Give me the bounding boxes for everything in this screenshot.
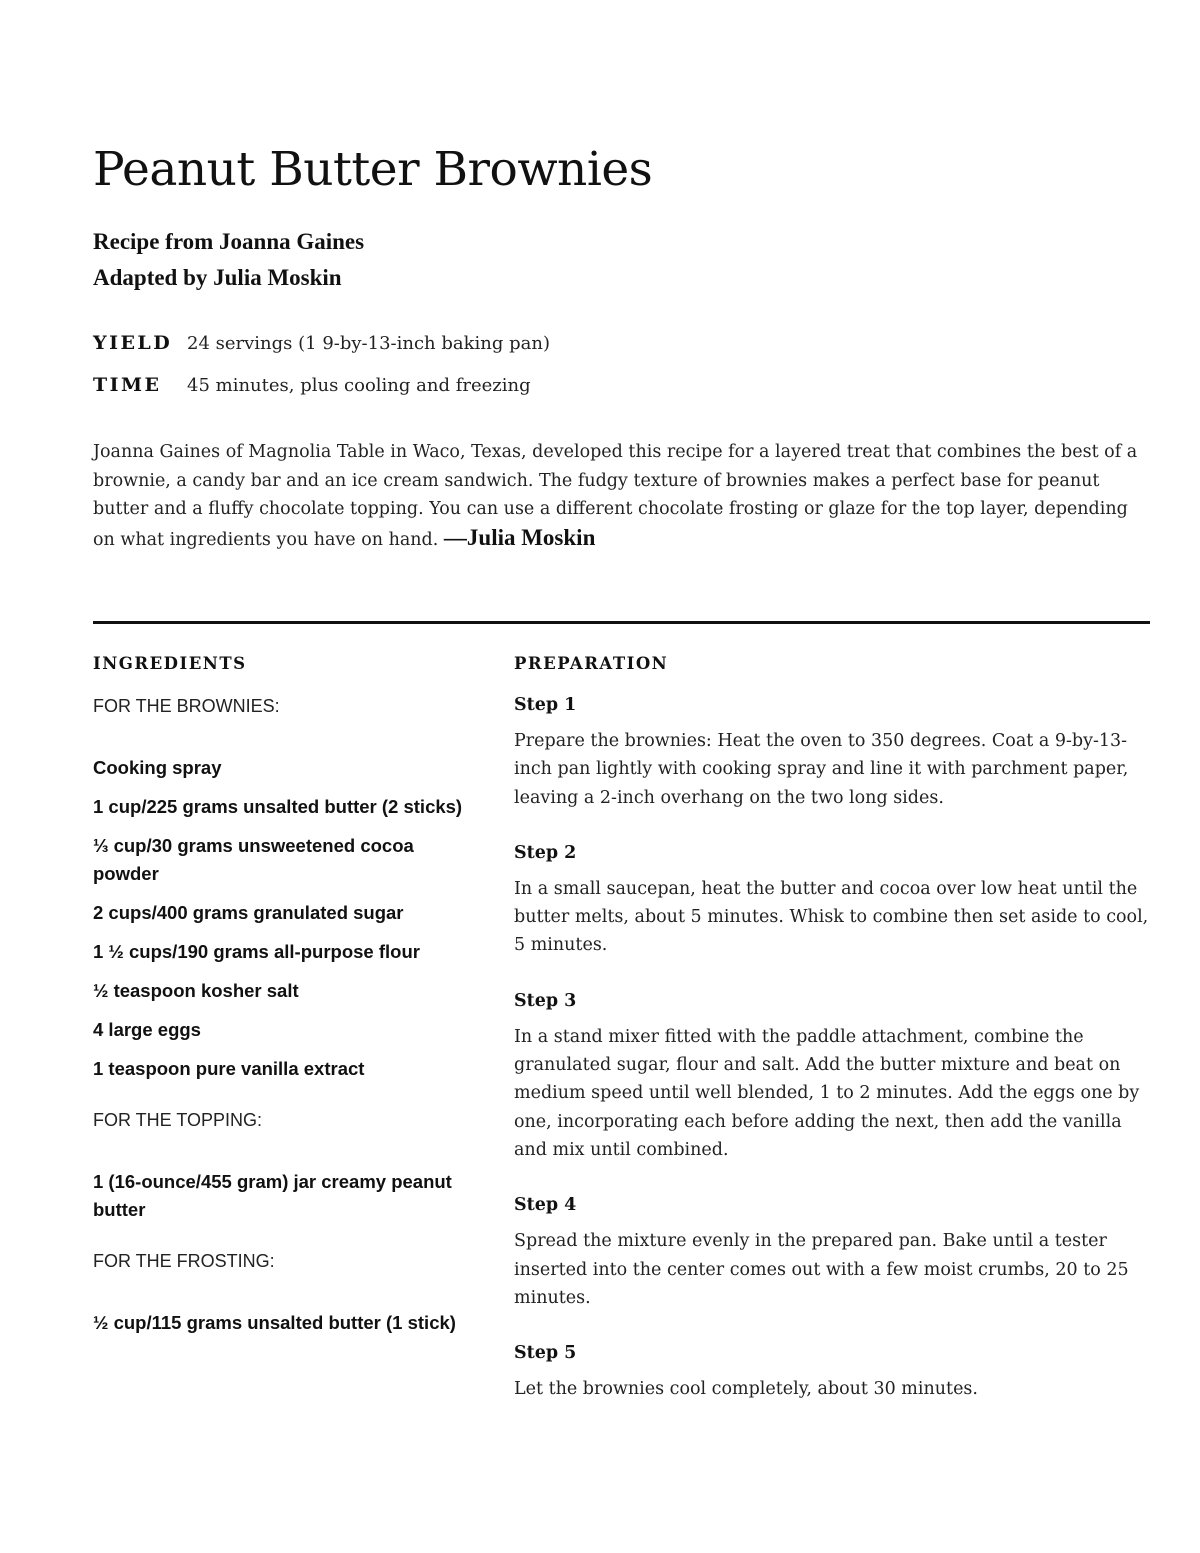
yield-value: 24 servings (1 9-by-13-inch baking pan) xyxy=(187,333,550,354)
yield-label: YIELD xyxy=(93,332,173,354)
recipe-page xyxy=(93,0,1150,1553)
ingredient-group-frosting xyxy=(93,1251,463,1337)
preparation-column xyxy=(514,654,1150,1403)
step-label: Step 5 xyxy=(514,1343,577,1364)
step-text: In a stand mixer fitted with the paddle attachment, combine the granulated sugar, flour and salt. Add the butter mixture and beat on medium speed until well blended, 1 to 2 minutes. Add the eggs one by one, incorporating each before adding the next, then add the vanilla and mix until combined. xyxy=(514,1026,1140,1160)
prep-step xyxy=(514,843,1150,960)
ingredient-item: 1 ½ cups/190 grams all-purpose flour xyxy=(93,941,420,962)
prep-step xyxy=(514,1195,1150,1312)
step-label: Step 3 xyxy=(514,990,577,1011)
step-label: Step 4 xyxy=(514,1195,577,1216)
intro-author: —Julia Moskin xyxy=(443,524,596,550)
ingredient-group-title: FOR THE TOPPING: xyxy=(93,1110,263,1130)
ingredient-item: Cooking spray xyxy=(93,757,222,778)
ingredient-list xyxy=(93,1168,463,1224)
prep-step xyxy=(514,991,1150,1164)
step-text: Let the brownies cool completely, about 30 minutes. xyxy=(514,1379,978,1400)
ingredient-item: 1 (16-ounce/455 gram) jar creamy peanut butter xyxy=(93,1171,452,1220)
step-text: Prepare the brownies: Heat the oven to 350 degrees. Coat a 9-by-13-inch pan lightly with cooking spray and line it with parchment paper, leaving a 2-inch overhang on the two long sides. xyxy=(514,731,1129,808)
ingredient-item: 2 cups/400 grams granulated sugar xyxy=(93,902,404,923)
ingredient-group-brownies xyxy=(93,696,463,1083)
section-divider xyxy=(93,621,1150,624)
ingredient-group-topping xyxy=(93,1110,463,1224)
preparation-heading: PREPARATION xyxy=(514,654,669,673)
time-row xyxy=(93,374,531,396)
ingredient-item: ⅓ cup/30 grams unsweetened cocoa powder xyxy=(93,835,414,884)
yield-row xyxy=(93,332,550,354)
ingredients-column xyxy=(93,654,463,1348)
recipe-source-byline: Recipe from Joanna Gaines xyxy=(93,229,365,254)
time-value: 45 minutes, plus cooling and freezing xyxy=(187,375,531,396)
step-text: In a small saucepan, heat the butter and cocoa over low heat until the butter melts, about 5 minutes. Whisk to combine then set aside to cool, 5 minutes. xyxy=(514,878,1149,956)
ingredient-group-title: FOR THE FROSTING: xyxy=(93,1251,275,1271)
ingredient-item: 1 teaspoon pure vanilla extract xyxy=(93,1058,365,1079)
step-label: Step 2 xyxy=(514,842,577,863)
ingredient-item: ½ teaspoon kosher salt xyxy=(93,980,299,1001)
ingredient-item: 4 large eggs xyxy=(93,1019,201,1040)
ingredients-heading: INGREDIENTS xyxy=(93,654,247,673)
adapted-by-byline: Adapted by Julia Moskin xyxy=(93,265,342,290)
ingredient-list xyxy=(93,1309,463,1337)
ingredient-group-title: FOR THE BROWNIES: xyxy=(93,696,280,716)
prep-step xyxy=(514,1343,1150,1403)
ingredient-item: 1 cup/225 grams unsalted butter (2 sticks) xyxy=(93,796,463,817)
time-label: TIME xyxy=(93,374,162,396)
recipe-intro xyxy=(93,438,1150,554)
step-text: Spread the mixture evenly in the prepared pan. Bake until a tester inserted into the center comes out with a few moist crumbs, 20 to 25 minutes. xyxy=(514,1231,1129,1308)
intro-text: Joanna Gaines of Magnolia Table in Waco, Texas, developed this recipe for a layered treat that combines the best of a brownie, a candy bar and an ice cream sandwich. The fudgy texture of brownies makes a perfect base for peanut butter and a fluffy chocolate topping. You can use a different chocolate frosting or glaze for the top layer, depending on what ingredients you have on hand. xyxy=(93,442,1138,550)
prep-step xyxy=(514,695,1150,812)
recipe-title: Peanut Butter Brownies xyxy=(93,142,653,197)
ingredient-item: ½ cup/115 grams unsalted butter (1 stick) xyxy=(93,1312,456,1333)
step-label: Step 1 xyxy=(514,695,577,715)
ingredient-list xyxy=(93,754,463,1083)
